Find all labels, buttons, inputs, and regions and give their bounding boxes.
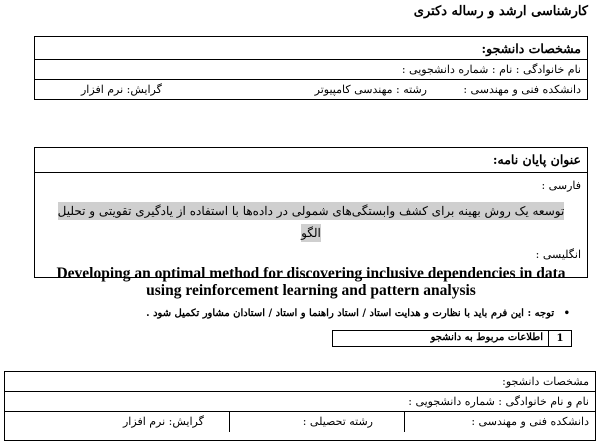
student-info-2-divider-1	[404, 412, 405, 432]
student-faculty-row	[35, 79, 587, 99]
english-title: Developing an optimal method for discovering inclusive dependencies in data using reinforcement learning and pattern analysis	[56, 265, 566, 299]
student-info-2-faculty: دانشکده فنی و مهندسی :	[471, 415, 589, 428]
thesis-title-header: عنوان پایان نامه:	[492, 152, 581, 167]
student-info-2-faculty-row	[5, 412, 595, 432]
note-bullet: •	[563, 308, 570, 319]
student-info-2-name-label: نام و نام خانوادگی : شماره دانشجویی :	[408, 395, 589, 408]
page-title: کارشناسی ارشد و رساله دکتری	[413, 4, 588, 19]
note-text: توجه : این فرم باید با نظارت و هدایت استاد / استاد راهنما و استاد / استادان مشاور تکمیل شود .	[146, 308, 555, 319]
section-number: 1	[548, 331, 571, 346]
major-value: رشته : مهندسی کامپیوتر	[314, 83, 427, 96]
student-name-row	[35, 59, 587, 79]
english-label: انگلیسی :	[535, 248, 581, 261]
orientation-value: گرایش: نرم افزار	[81, 83, 162, 96]
student-info-header-row	[35, 37, 587, 59]
student-info-2-divider-2	[229, 412, 230, 432]
student-info-2-orientation: گرایش: نرم افزار	[123, 415, 204, 428]
persian-title-text: توسعه یک روش بهینه برای کشف وابستگی‌های شمولی در داده‌ها با استفاده از یادگیری تقویتی و تحلیل الگو	[57, 204, 565, 240]
section-tag	[332, 330, 572, 347]
student-info-box	[34, 36, 588, 100]
form-note	[146, 308, 570, 319]
student-info-header: مشخصات دانشجو:	[481, 41, 581, 56]
student-name-label: نام خانوادگی : نام : شماره دانشجویی :	[401, 63, 581, 76]
persian-label: فارسی :	[541, 179, 581, 192]
student-info-2-major: رشته تحصیلی :	[302, 415, 373, 428]
student-info-2-name-row	[5, 392, 595, 412]
student-info-2-header: مشخصات دانشجو:	[502, 375, 589, 388]
faculty-label: دانشکده فنی و مهندسی :	[463, 83, 581, 96]
persian-title	[53, 200, 569, 244]
thesis-title-box	[34, 147, 588, 299]
student-info-box-2	[4, 371, 596, 441]
section-label: اطلاعات مربوط به دانشجو	[430, 332, 543, 343]
thesis-box-divider	[35, 172, 587, 173]
student-info-2-header-row	[5, 372, 595, 392]
